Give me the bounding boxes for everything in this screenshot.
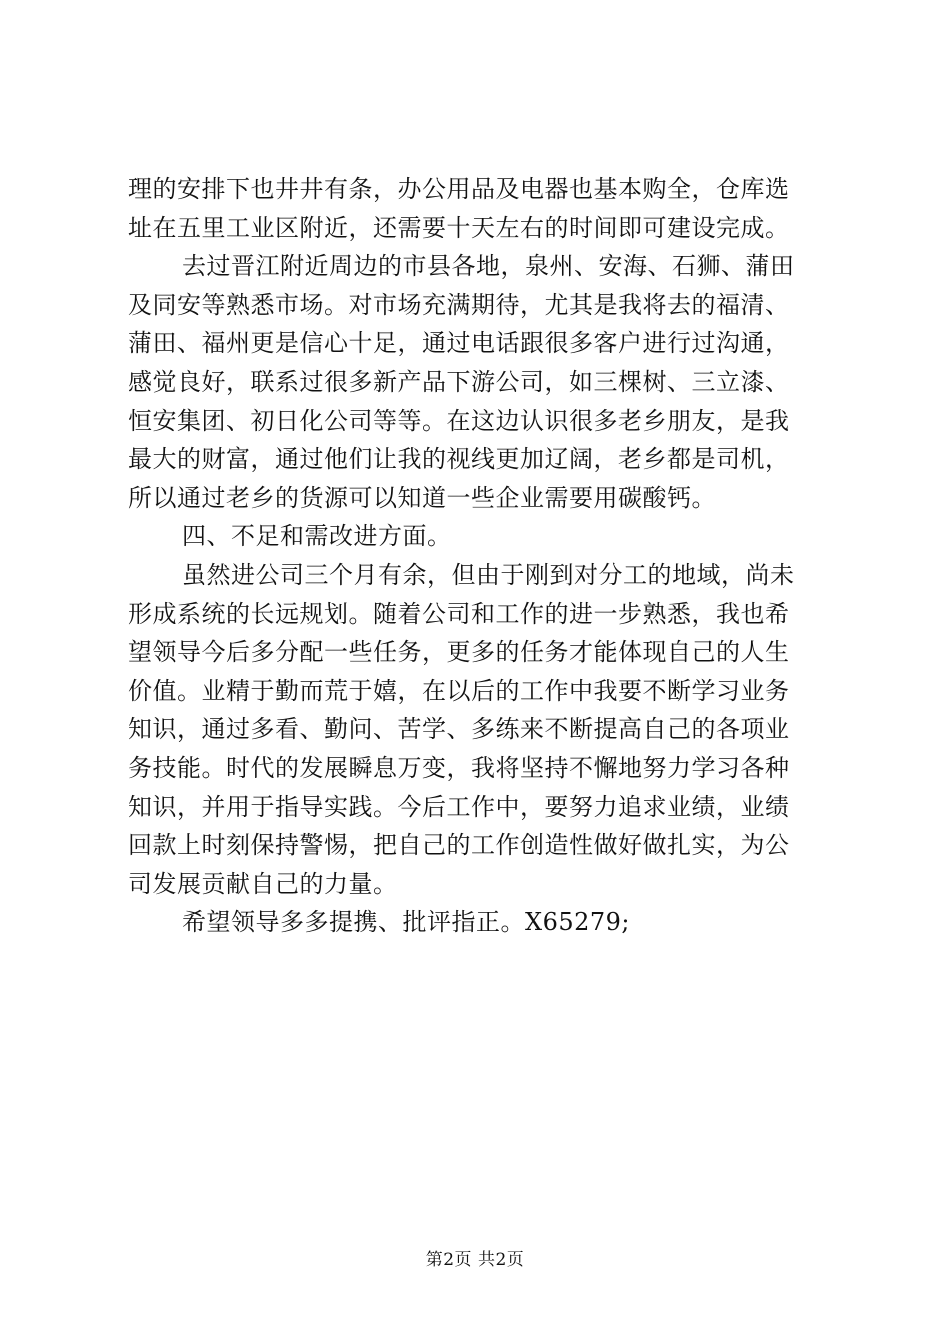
page-number-footer: 第2页 共2页 — [425, 1250, 525, 1270]
text-line: 所以通过老乡的货源可以知道一些企业需要用碳酸钙。 — [128, 483, 716, 512]
text-line: 形成系统的长远规划。随着公司和工作的进一步熟悉，我也希 — [128, 599, 790, 628]
closing-line: 希望领导多多提携、批评指正。X65279; — [182, 908, 631, 937]
document-body — [128, 170, 828, 942]
text-line: 恒安集团、初日化公司等等。在这边认识很多老乡朋友，是我 — [128, 406, 790, 435]
text-line: 司发展贡献自己的力量。 — [128, 869, 398, 898]
text-line: 及同安等熟悉市场。对市场充满期待，尤其是我将去的福清、 — [128, 290, 790, 319]
text-line: 址在五里工业区附近，还需要十天左右的时间即可建设完成。 — [128, 213, 790, 242]
text-line: 蒲田、福州更是信心十足，通过电话跟很多客户进行过沟通， — [128, 329, 790, 358]
text-line: 最大的财富，通过他们让我的视线更加辽阔，老乡都是司机， — [128, 445, 790, 474]
text-line: 望领导今后多分配一些任务，更多的任务才能体现自己的人生 — [128, 638, 790, 667]
text-line: 知识，并用于指导实践。今后工作中，要努力追求业绩，业绩 — [128, 792, 790, 821]
text-line: 虽然进公司三个月有余，但由于刚到对分工的地域，尚未 — [182, 560, 795, 589]
text-line: 理的安排下也井井有条，办公用品及电器也基本购全，仓库选 — [128, 175, 790, 203]
text-line: 去过晋江附近周边的市县各地，泉州、安海、石狮、蒲田 — [182, 252, 795, 281]
text-line: 感觉良好，联系过很多新产品下游公司，如三棵树、三立漆、 — [128, 367, 790, 396]
text-line: 回款上时刻保持警惕，把自己的工作创造性做好做扎实，为公 — [128, 831, 790, 860]
text-line: 价值。业精于勤而荒于嬉，在以后的工作中我要不断学习业务 — [128, 676, 790, 705]
section-heading: 四、不足和需改进方面。 — [182, 522, 452, 551]
text-line: 知识，通过多看、勤问、苦学、多练来不断提高自己的各项业 — [128, 715, 790, 744]
text-line: 务技能。时代的发展瞬息万变，我将坚持不懈地努力学习各种 — [128, 753, 790, 782]
